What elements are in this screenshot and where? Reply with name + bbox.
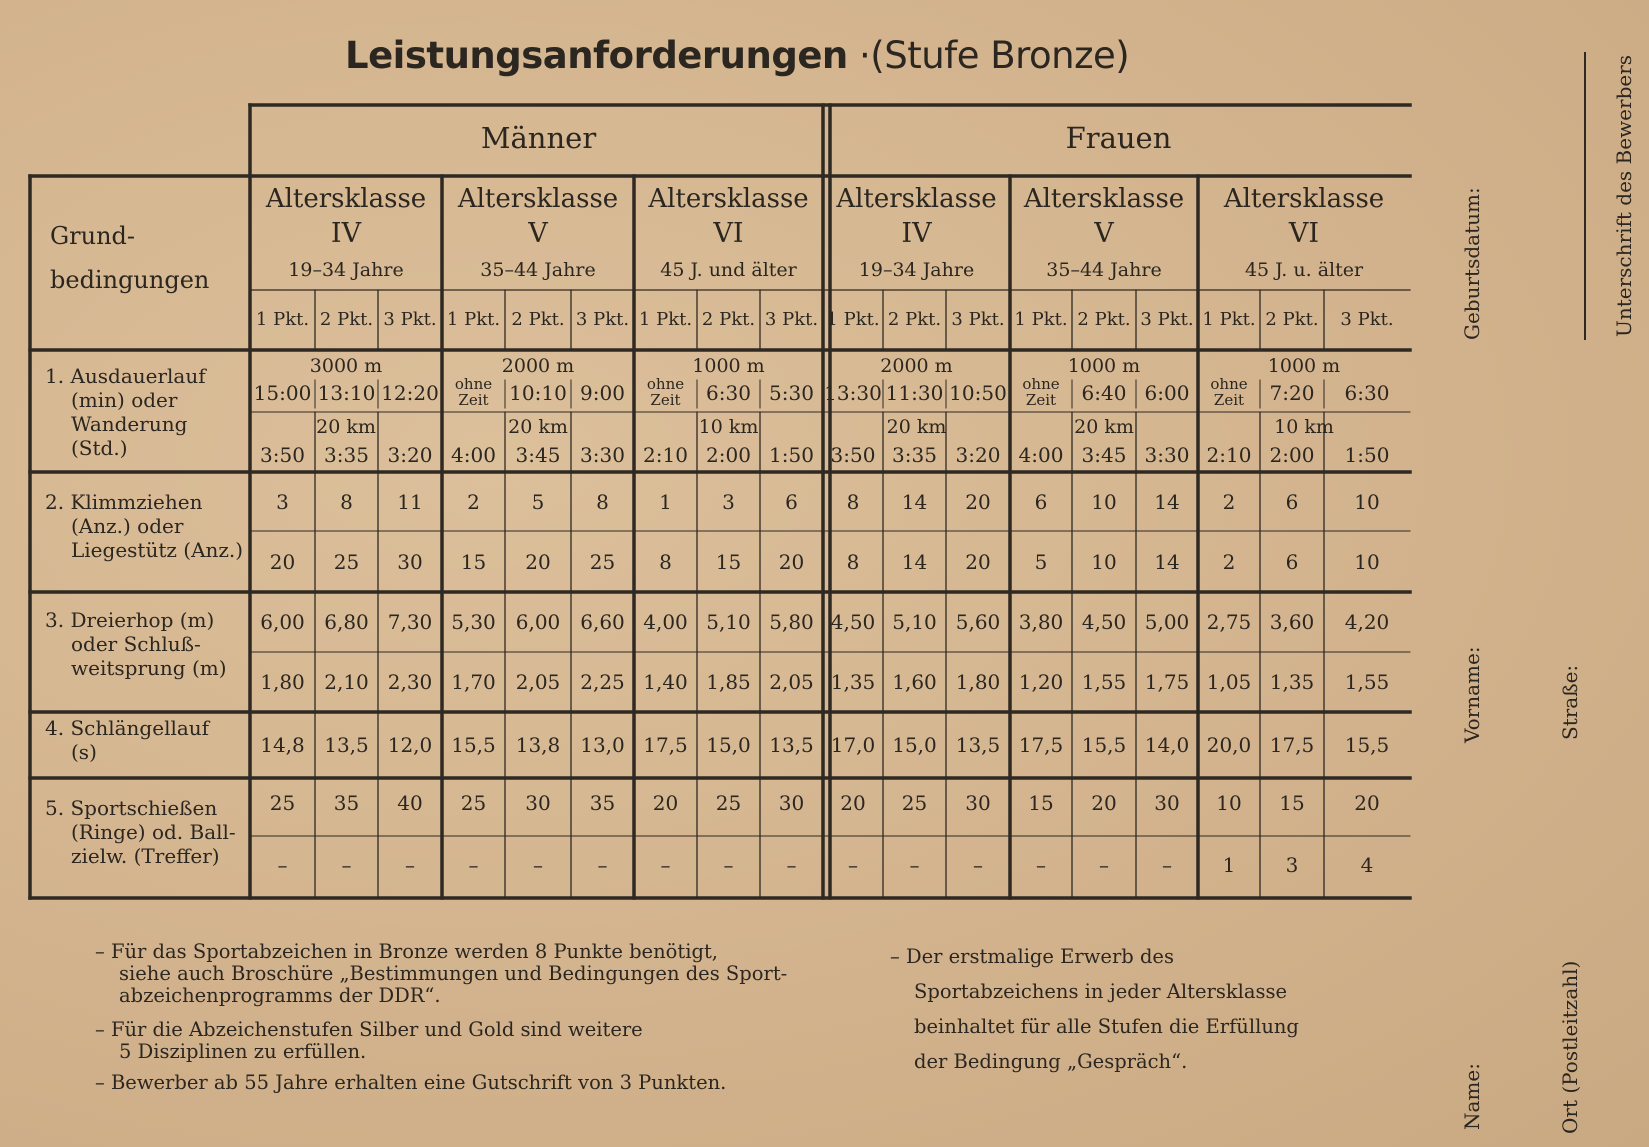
table-cell: 4 [1360,853,1374,877]
note-left [95,941,787,1007]
distance-label: 1000 m [1067,355,1141,377]
table-cell: 15,0 [706,733,751,757]
table-cell: 1,75 [1144,670,1190,694]
table-cell: 35 [333,791,360,815]
note-right [890,939,1299,1079]
table-cell: 17,5 [1018,733,1064,757]
table-cell: – [723,853,734,877]
table-cell: 6:00 [1144,381,1190,405]
table-cell: – [1099,853,1109,877]
note-line: 5 Disziplinen zu erfüllen. [119,1040,367,1063]
points-header: 2 Pkt. [701,309,756,330]
table-cell: 25 [269,791,296,815]
age-class-roman: IV [330,218,362,249]
table-cell: 20 [269,550,296,574]
table-cell: 30 [525,791,551,815]
table-cell: 20 [1354,791,1380,815]
table-cell: 13,0 [580,733,625,757]
table-cell: – [405,853,415,877]
table-cell: – [533,853,543,877]
table-cell: 3:20 [387,443,433,467]
table-cell: 1,55 [1081,670,1127,694]
table-cell: – [1162,853,1172,877]
table-cell: 6:30 [706,381,751,405]
table-cell: 35 [589,791,616,815]
table-cell: 20 [965,490,991,514]
table-cell: 2,05 [515,670,561,694]
table-cell: 25 [589,550,616,574]
table-cell: 8 [596,490,609,514]
points-header: 1 Pkt. [255,309,310,330]
table-cell: 25 [460,791,487,815]
table-cell: – [786,853,797,877]
table-cell: 14 [901,550,928,574]
discipline-label-line: (min) oder [71,388,178,412]
age-class-label: Altersklasse [1023,184,1185,214]
table-cell: 8 [659,550,672,574]
distance-label: 10 km [698,416,759,438]
table-cell: 4:00 [451,443,496,467]
table-cell: 11 [397,490,423,514]
table-cell: 1,35 [1269,670,1315,694]
table-cell: 13,5 [955,733,1001,757]
note-line: Sportabzeichens in jeder Altersklasse [914,980,1288,1003]
table-cell: 20 [525,550,551,574]
distance-label: 20 km [508,416,568,438]
table-cell: 4,20 [1344,610,1390,634]
age-class-range: 19–34 Jahre [858,259,975,281]
discipline-label-line: zielw. (Treffer) [71,844,220,868]
note-line: der Bedingung „Gespräch“. [914,1050,1188,1073]
table-cell: 25 [333,550,360,574]
age-class-label: Altersklasse [836,184,997,214]
table-cell: 4,50 [830,610,876,634]
grundbedingungen-label [50,214,209,302]
table-cell: 5,30 [451,610,496,634]
table-cell: 13:30 [824,381,882,405]
table-cell: 14,8 [260,733,305,757]
table-cell: 6,00 [260,610,305,634]
table-cell: 3 [276,490,289,514]
table-cell: 20 [652,791,679,815]
table-cell: 1,05 [1206,670,1252,694]
table-cell: 1,35 [830,670,876,694]
age-class-range: 35–44 Jahre [480,259,596,281]
table-cell: 3,60 [1269,610,1315,634]
age-class-range: 19–34 Jahre [288,259,404,281]
ort-field: Ort (Postleitzahl) [1558,960,1582,1134]
table-cell: 2:10 [1206,443,1252,467]
table-cell: 6,80 [324,610,369,634]
table-cell: 6:30 [1344,381,1390,405]
signature-line [1584,52,1586,340]
note-line: – Für das Sportabzeichen in Bronze werden 8 Punkte benötigt, [95,940,718,963]
distance-label: 1000 m [692,355,765,377]
table-cell: 14 [901,490,928,514]
note-line: – Der erstmalige Erwerb des [890,945,1174,968]
distance-label: 20 km [1074,416,1134,438]
table-cell: 1,40 [643,670,688,694]
table-cell: 15:00 [253,381,312,405]
points-header: 3 Pkt. [951,309,1005,330]
name-field: Name: [1460,1063,1484,1130]
age-class-label: Altersklasse [648,184,809,214]
table-cell: 10 [1354,550,1380,574]
table-cell: 6 [1285,550,1299,574]
table-cell: 7:20 [1269,381,1315,405]
header-label-line: Grund- [50,222,136,250]
table-cell: 3:35 [892,443,937,467]
points-header: 2 Pkt. [1265,309,1319,330]
table-cell: 8 [846,490,860,514]
ohne-zeit-cell: ohne Zeit [454,375,493,409]
table-cell: 15,0 [892,733,937,757]
table-cell: 15 [1279,791,1305,815]
points-header: 2 Pkt. [1077,309,1131,330]
table-cell: 13,5 [769,733,814,757]
table-cell: 10 [1216,791,1242,815]
discipline-label-line: 4. Schlängellauf [45,716,210,740]
table-cell: 5:30 [769,381,814,405]
discipline-label-line: 2. Klimmziehen [45,490,203,514]
table-cell: 4,50 [1081,610,1127,634]
table-cell: 2,05 [769,670,814,694]
table-cell: 17,0 [830,733,876,757]
table-cell: 6 [1285,490,1299,514]
age-class-roman: VI [713,218,744,249]
table-cell: 3:50 [830,443,876,467]
table-cell: 1 [1222,853,1236,877]
table-cell: 13,5 [324,733,369,757]
points-header: 1 Pkt. [446,309,501,330]
table-cell: 2 [467,490,480,514]
table-cell: 3 [722,490,735,514]
points-header: 3 Pkt. [1140,309,1194,330]
distance-label: 20 km [886,416,947,438]
table-cell: 5,00 [1144,610,1190,634]
discipline-label-line: 1. Ausdauerlauf [45,364,206,388]
vorname-field: Vorname: [1460,646,1484,743]
table-cell: 15 [1028,791,1054,815]
age-class-roman: V [528,218,548,249]
distance-label: 3000 m [309,355,383,377]
table-cell: 1:50 [1344,443,1390,467]
table-cell: 25 [901,791,928,815]
table-cell: 13:10 [317,381,376,405]
age-class-label: Altersklasse [265,184,427,214]
table-cell: 17,5 [643,733,688,757]
table-cell: 30 [1154,791,1180,815]
note-line: beinhaltet für alle Stufen die Erfüllung [914,1015,1299,1038]
table-cell: – [973,853,983,877]
table-cell: – [848,853,858,877]
points-header: 1 Pkt. [826,309,880,330]
table-cell: 10 [1091,550,1117,574]
age-class-range: 45 J. und älter [660,259,797,281]
note-left [95,1072,726,1094]
header-label-line: bedingungen [50,266,210,294]
group-maenner: Männer [480,121,597,155]
table-cell: 4,00 [643,610,688,634]
age-class-roman: IV [901,218,932,249]
discipline-label-line: 5. Sportschießen [45,796,218,820]
table-cell: 10 [1354,490,1380,514]
points-header: 1 Pkt. [1014,309,1068,330]
title-bold: Leistungsanforderungen [345,34,848,77]
table-cell: 5,10 [706,610,751,634]
table-cell: 20,0 [1206,733,1252,757]
table-cell: 8 [340,490,353,514]
table-cell: 15 [715,550,742,574]
note-line: – Bewerber ab 55 Jahre erhalten eine Gutschrift von 3 Punkten. [95,1071,727,1094]
table-cell: – [597,853,608,877]
distance-label: 1000 m [1267,355,1341,377]
table-cell: 1,80 [260,670,305,694]
points-header: 1 Pkt. [1202,309,1256,330]
points-header: 1 Pkt. [638,309,693,330]
table-cell: 20 [778,550,805,574]
table-cell: 30 [397,550,423,574]
table-cell: 15 [460,550,487,574]
table-cell: 20 [840,791,866,815]
table-cell: – [468,853,479,877]
table-cell: 13,8 [515,733,561,757]
discipline-label [45,364,206,460]
note-line: abzeichenprogramms der DDR“. [119,984,441,1007]
table-cell: 6,60 [580,610,625,634]
table-cell: 3:45 [515,443,561,467]
table-cell: 17,5 [1269,733,1315,757]
table-cell: 1 [659,490,672,514]
discipline-label-line: weitsprung (m) [71,656,227,680]
table-cell: 30 [965,791,991,815]
table-cell: 5,60 [955,610,1001,634]
group-frauen: Frauen [1065,121,1172,155]
points-header: 3 Pkt. [1340,309,1394,330]
table-cell: 4:00 [1018,443,1064,467]
table-cell: 10:10 [509,381,567,405]
table-cell: – [341,853,352,877]
table-cell: 1,70 [451,670,496,694]
table-cell: 2:00 [1269,443,1315,467]
discipline-label-line: (s) [71,740,97,764]
table-cell: 12,0 [387,733,433,757]
age-class-label: Altersklasse [1223,184,1385,214]
table-cell: 14 [1154,490,1180,514]
table-cell: 2 [1222,550,1236,574]
table-cell: 1,20 [1018,670,1064,694]
points-header: 3 Pkt. [383,309,437,330]
age-class-roman: V [1094,218,1114,249]
age-class-range: 35–44 Jahre [1046,259,1162,281]
strasse-field: Straße: [1558,664,1582,740]
age-class-range: 45 J. u. älter [1244,259,1364,281]
discipline-label-line: (Anz.) oder [71,514,184,538]
distance-label: 2000 m [501,355,575,377]
geburtsdatum-field: Geburtsdatum: [1460,187,1484,340]
table-cell: 5,80 [769,610,814,634]
table-cell: 3,80 [1018,610,1064,634]
table-cell: 7,30 [387,610,433,634]
distance-label: 20 km [316,416,376,438]
table-cell: 2,10 [324,670,369,694]
table-cell: 15,5 [451,733,496,757]
table-cell: 1,80 [955,670,1001,694]
table-cell: 10:50 [949,381,1007,405]
table-cell: 15,5 [1081,733,1127,757]
table-cell: – [1036,853,1046,877]
discipline-label [45,716,209,764]
discipline-label [45,796,236,868]
table-cell: 14,0 [1144,733,1190,757]
table-cell: 1,60 [892,670,937,694]
table-cell: 5 [531,490,545,514]
discipline-label-line: (Std.) [71,436,128,460]
table-cell: 5,10 [892,610,937,634]
table-cell: 2,75 [1206,610,1252,634]
note-line: – Für die Abzeichenstufen Silber und Gold sind weitere [95,1018,643,1041]
page-title [345,34,1130,77]
ohne-zeit-cell: ohne Zeit [1210,375,1248,409]
table-cell: 6:40 [1081,381,1127,405]
points-header: 3 Pkt. [764,309,819,330]
points-header: 2 Pkt. [511,309,565,330]
table-cell: 8 [846,550,860,574]
discipline-label [45,608,227,680]
ohne-zeit-cell: ohne Zeit [1022,375,1060,409]
discipline-label [45,490,243,562]
discipline-label-line: (Ringe) od. Ball- [71,820,236,844]
discipline-label-line: 3. Dreierhop (m) [45,608,215,632]
title-separator: · [859,34,871,77]
table-cell: 3:20 [955,443,1001,467]
table-cell: 2,30 [387,670,433,694]
note-left [95,1019,643,1063]
table-cell: 3 [1285,853,1299,877]
table-cell: 12:20 [381,381,439,405]
age-class-label: Altersklasse [457,184,619,214]
table-cell: 3:50 [260,443,305,467]
title-stage: (Stufe Bronze) [870,34,1130,77]
ohne-zeit-cell: ohne Zeit [646,375,685,409]
table-cell: 11:30 [885,381,944,405]
table-cell: 20 [1091,791,1117,815]
discipline-label-line: Wanderung [71,412,188,436]
table-cell: 5 [1034,550,1048,574]
note-line: siehe auch Broschüre „Bestimmungen und Bedingungen des Sport- [119,962,788,985]
discipline-label-line: Liegestütz (Anz.) [71,538,244,562]
table-cell: 2 [1222,490,1236,514]
age-class-roman: VI [1288,218,1320,249]
table-cell: – [909,853,920,877]
points-header: 2 Pkt. [887,309,942,330]
table-cell: 2:00 [706,443,751,467]
table-cell: 1,85 [706,670,751,694]
table-cell: – [277,853,288,877]
table-cell: 1,55 [1344,670,1390,694]
distance-label: 2000 m [880,355,953,377]
table-cell: 40 [397,791,423,815]
table-cell: 9:00 [580,381,625,405]
table-cell: 6 [1034,490,1048,514]
table-cell: 20 [965,550,991,574]
table-cell: 1:50 [769,443,814,467]
table-cell: 6,00 [515,610,561,634]
discipline-label-line: oder Schluß- [71,632,201,656]
table-cell: 25 [715,791,742,815]
table-cell: 30 [778,791,805,815]
table-cell: – [660,853,671,877]
unterschrift-field: Unterschrift des Bewerbers [1612,54,1636,337]
table-cell: 6 [785,490,798,514]
points-header: 2 Pkt. [319,309,374,330]
table-cell: 15,5 [1344,733,1390,757]
table-cell: 3:35 [324,443,369,467]
table-cell: 10 [1091,490,1117,514]
table-cell: 3:30 [1144,443,1190,467]
table-cell: 3:30 [580,443,625,467]
table-cell: 2:10 [643,443,688,467]
points-header: 3 Pkt. [575,309,630,330]
table-cell: 2,25 [580,670,625,694]
table-cell: 3:45 [1081,443,1127,467]
table-cell: 14 [1154,550,1180,574]
distance-label: 10 km [1274,416,1334,438]
